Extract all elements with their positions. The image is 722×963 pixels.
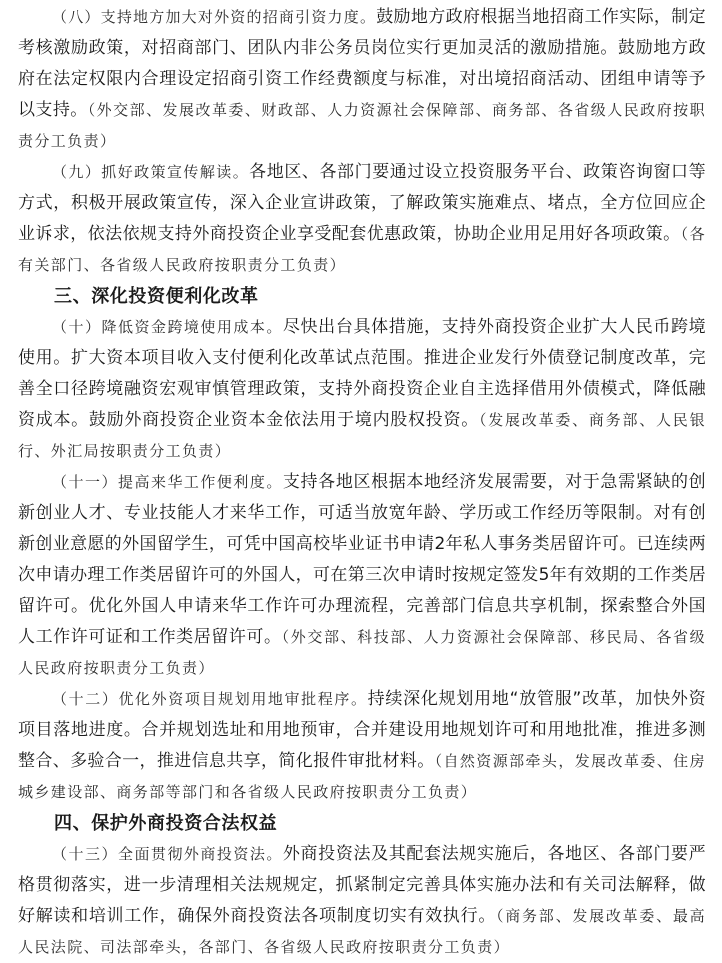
paragraph-body: 尽快出台具体措施，支持外商投资企业扩大人民币跨境使用。扩大资本项目收入支付便利化改革试点范围。推进企业发行外债登记制度改革，完善全口径跨境融资宏观审慎管理政策，支持外商投资企业自主选择借用外债模式，降低融资成本。鼓励外商投资企业资本金依法用于境内股权投资。 — [18, 317, 706, 430]
paragraph-body: 鼓励地方政府根据当地招商工作实际，制定考核激励政策，对招商部门、团队内非公务员岗位实行更加灵活的激励措施。鼓励地方政府在法定权限内合理设定招商引资工作经费额度与标准，对出境招商活动、团组申请等予以支持。 — [18, 7, 706, 120]
paragraph-lead: （十三）全面贯彻外商投资法。 — [52, 845, 283, 863]
responsibility-note: （自然资源部牵头，发展改革委、住房城乡建设部、商务部等部门和各省级人民政府按职责分工负责） — [18, 752, 706, 801]
paragraph-body: 外商投资法及其配套法规实施后，各地区、各部门要严格贯彻落实，进一步清理相关法规规定，抓紧制定完善具体实施办法和有关司法解释，做好解读和培训工作，确保外商投资法各项制度切实有效执行。 — [18, 844, 706, 926]
paragraph-11 — [18, 467, 706, 684]
paragraph-9 — [18, 157, 706, 281]
paragraph-lead: （九）抓好政策宣传解读。 — [52, 163, 250, 181]
responsibility-note: （发展改革委、商务部、人民银行、外汇局按职责分工负责） — [18, 411, 706, 460]
paragraph-body: 各地区、各部门要通过设立投资服务平台、政策咨询窗口等方式，积极开展政策宣传，深入企业宣讲政策，了解政策实施难点、堵点，全方位回应企业诉求，依法依规支持外商投资企业享受配套优惠政策，协助企业用足用好各项政策。 — [18, 162, 706, 244]
paragraph-body: 支持各地区根据本地经济发展需要，对于急需紧缺的创新创业人才、专业技能人才来华工作，可适当放宽年龄、学历或工作经历等限制。对有创新创业意愿的外国留学生，可凭中国高校毕业证书申请2年私人事务类居留许可。已连续两次申请办理工作类居留许可的外国人，可在第三次申请时按规定签发5年有效期的工作类居留许可。优化外国人申请来华工作许可办理流程，完善部门信息共享机制，探索整合外国人工作许可证和工作类居留许可。 — [18, 472, 706, 647]
paragraph-body: 持续深化规划用地“放管服”改革，加快外资项目落地进度。合并规划选址和用地预审，合并建设用地规划许可和用地批准，推进多测整合、多验合一，推进信息共享，简化报件审批材料。 — [18, 689, 706, 771]
responsibility-note: （外交部、发展改革委、财政部、人力资源社会保障部、商务部、各省级人民政府按职责分工负责） — [18, 101, 706, 150]
paragraph-13 — [18, 839, 706, 963]
paragraph-12 — [18, 684, 706, 808]
paragraph-lead: （十二）优化外资项目规划用地审批程序。 — [52, 690, 368, 708]
paragraph-lead: （十一）提高来华工作便利度。 — [52, 473, 283, 491]
paragraph-lead: （八）支持地方加大对外资的招商引资力度。 — [52, 8, 377, 26]
paragraph-lead: （十）降低资金跨境使用成本。 — [52, 318, 283, 336]
responsibility-note: （商务部、发展改革委、最高人民法院、司法部牵头，各部门、各省级人民政府按职责分工负责） — [18, 907, 707, 956]
section-heading-3: 三、深化投资便利化改革 — [54, 286, 259, 307]
paragraph-8 — [18, 2, 706, 157]
paragraph-10 — [18, 312, 706, 467]
section-heading-4: 四、保护外商投资合法权益 — [54, 813, 278, 834]
responsibility-note: （外交部、科技部、人力资源社会保障部、移民局、各省级人民政府按职责分工负责） — [18, 628, 707, 677]
responsibility-note: （各有关部门、各省级人民政府按职责分工负责） — [18, 225, 706, 274]
